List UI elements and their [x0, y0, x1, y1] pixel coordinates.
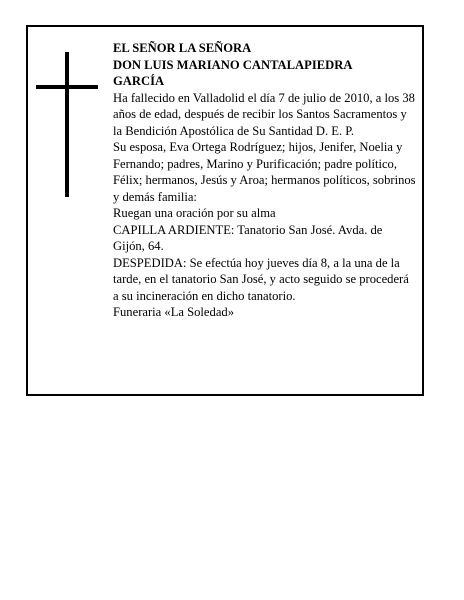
- heading-title-line: EL SEÑOR LA SEÑORA: [113, 41, 252, 55]
- chapel-info: CAPILLA ARDIENTE: Tanatorio San José. Avda. de Gijón, 64.: [113, 222, 383, 253]
- prayer-request: Ruegan una oración por su alma: [113, 206, 276, 220]
- cross-icon: [36, 52, 98, 197]
- death-announcement: Ha fallecido en Valladolid el día 7 de julio de 2010, a los 38 años de edad, después de recibir los Santos Sacramentos y la Bendición Apostólica de Su Santidad D. E. P.: [113, 90, 415, 138]
- cross-vertical-bar: [65, 52, 69, 197]
- deceased-surname-line: GARCÍA: [113, 74, 165, 88]
- funeral-home: Funeraria «La Soledad»: [113, 305, 234, 319]
- farewell-info: DESPEDIDA: Se efectúa hoy jueves día 8, a la una de la tarde, en el tanatorio San José, y acto seguido se procederá a su incineración en dicho tanatorio.: [113, 255, 409, 303]
- family-list: Su esposa, Eva Ortega Rodríguez; hijos, Jenifer, Noelia y Fernando; padres, Marino y Purificación; padre político, Félix; hermanos, Jesús y Aroa; hermanos políticos, sobrinos y demás familia:: [113, 140, 416, 204]
- cross-horizontal-bar: [36, 85, 98, 89]
- obituary-text: [113, 40, 416, 321]
- deceased-name-line: DON LUIS MARIANO CANTALAPIEDRA: [113, 57, 353, 72]
